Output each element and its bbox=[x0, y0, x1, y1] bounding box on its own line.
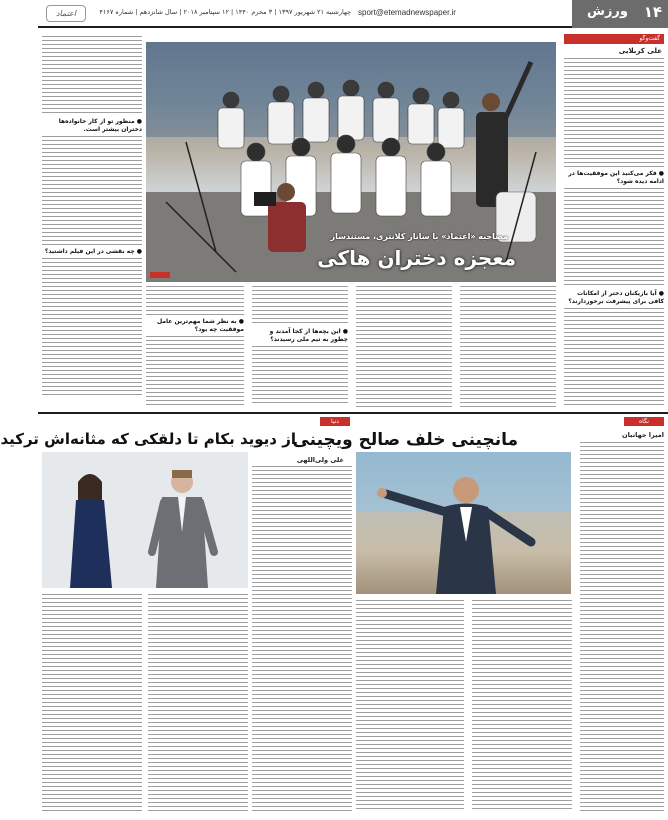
page-number: ۱۴ bbox=[643, 3, 662, 21]
photo-credit-mark bbox=[150, 272, 170, 278]
hockey-team-photo bbox=[146, 42, 556, 282]
continuation-column bbox=[42, 36, 142, 406]
body-column bbox=[356, 286, 452, 408]
issue-info: چهارشنبه ۲۱ شهریور ۱۳۹۷ | ۳ محرم ۱۴۴۰ | ۱۲ سپتامبر ۲۰۱۸ | سال شانزدهم | شماره ۴۱۶۷ bbox=[99, 8, 351, 16]
body-column bbox=[42, 594, 142, 812]
body-column bbox=[580, 442, 664, 812]
top-story-body bbox=[146, 286, 556, 408]
body-column bbox=[472, 600, 572, 812]
beckham-illustration bbox=[42, 452, 248, 588]
interview-question: ● به نظر شما مهم‌ترین عامل موفقیت چه بود؟ bbox=[156, 318, 244, 333]
story-headline: معجزه دختران هاکی bbox=[317, 246, 516, 270]
body-text bbox=[564, 308, 664, 408]
story-tag: دنیا bbox=[320, 417, 350, 426]
story-kicker: مصاحبه «اعتماد» با ساناز کلانتری، مستندساز bbox=[330, 232, 508, 241]
body-column bbox=[252, 466, 352, 812]
interview-question: ● منظور تو از کار خانواده‌ها دختران بیشتر است. bbox=[58, 118, 142, 133]
body-column bbox=[148, 594, 248, 812]
beckham-photo bbox=[42, 452, 248, 588]
section-email[interactable]: sport@etemadnewspaper.ir bbox=[358, 8, 456, 17]
story-tag: نگاه bbox=[624, 417, 664, 426]
section-title: ورزش bbox=[587, 4, 628, 19]
story-byline: علی ولی‌اللهی bbox=[296, 456, 344, 464]
body-column bbox=[460, 286, 556, 408]
mancini-photo bbox=[356, 452, 571, 594]
body-text bbox=[252, 346, 348, 406]
body-text bbox=[252, 286, 348, 326]
interview-column bbox=[564, 34, 664, 404]
section-divider bbox=[38, 412, 668, 414]
body-text bbox=[146, 286, 244, 316]
interview-tag: گفت‌وگو bbox=[564, 34, 664, 44]
newspaper-logo: اعتماد bbox=[46, 5, 86, 22]
page-header bbox=[38, 0, 668, 28]
body-text bbox=[564, 58, 664, 168]
interview-author: علی کربلایی bbox=[618, 47, 662, 55]
interview-question: ● آیا بازیکنان دختر از امکانات کافی برای پیشرفت برخوردارند؟ bbox=[568, 290, 664, 305]
mancini-illustration bbox=[356, 452, 571, 594]
body-text bbox=[564, 188, 664, 288]
body-text bbox=[42, 258, 142, 398]
body-column bbox=[252, 286, 348, 408]
body-column bbox=[146, 286, 244, 408]
interview-question: ● این بچه‌ها از کجا آمدند و چطور به تیم ملی رسیدند؟ bbox=[269, 328, 348, 343]
story-byline: امیرا جهانیان bbox=[622, 431, 664, 439]
story-headline: مانچینی خلف صالح ویچینی bbox=[292, 430, 518, 450]
interview-question: ● فکر می‌کنید این موفقیت‌ها در ادامه دیده شود؟ bbox=[568, 170, 664, 185]
body-text bbox=[42, 36, 142, 116]
body-text bbox=[42, 136, 142, 246]
body-column bbox=[356, 600, 464, 812]
body-text bbox=[146, 336, 244, 406]
section-box bbox=[572, 0, 668, 28]
story-headline: از دیوید بکام تا دلقکی که مثانه‌اش ترکید bbox=[0, 430, 296, 448]
interview-question: ● چه نقشی در این فیلم داشتید؟ bbox=[44, 248, 142, 255]
